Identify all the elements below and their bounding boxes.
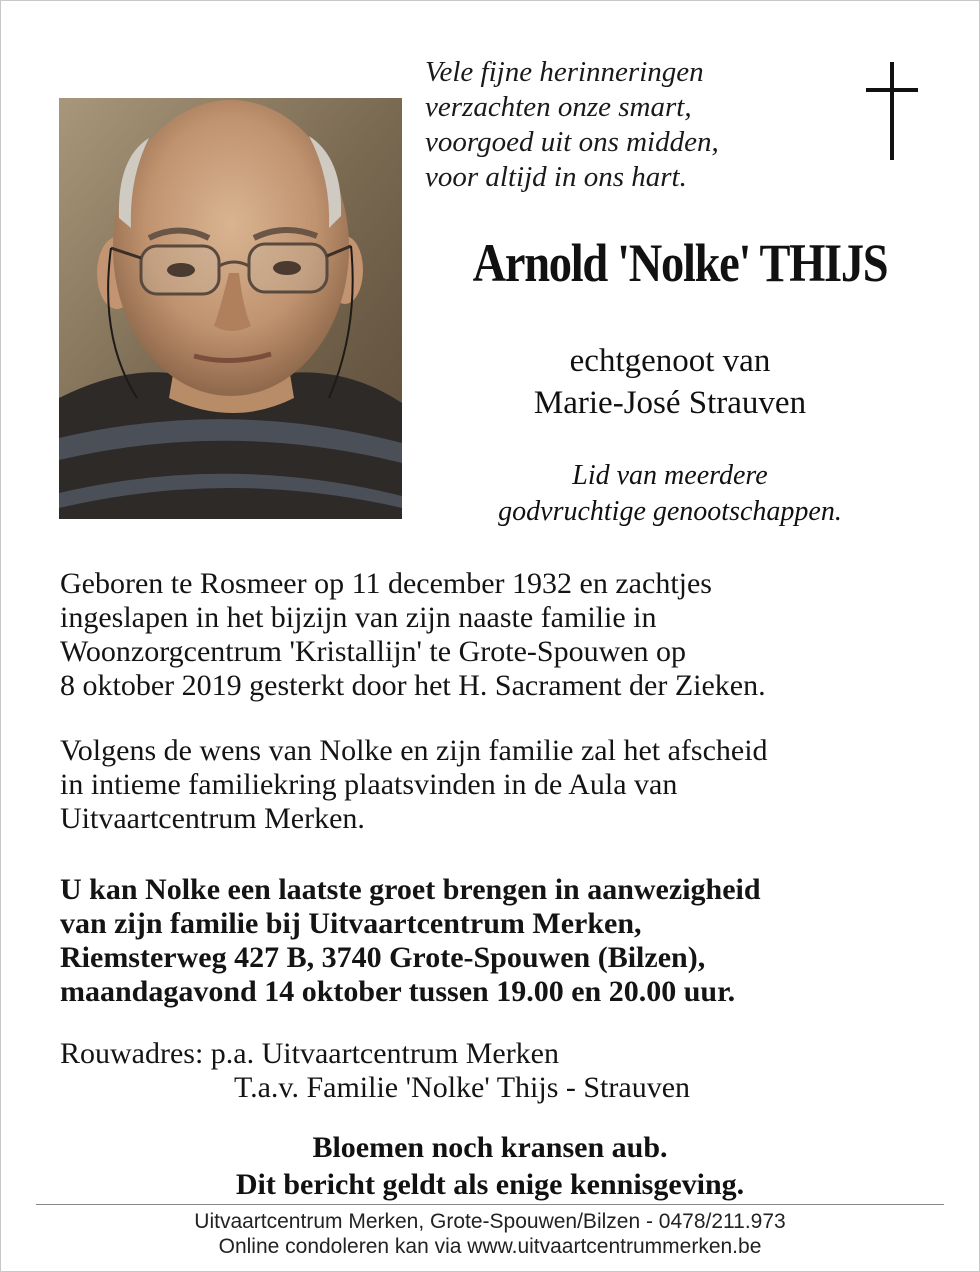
paragraph-line: maandagavond 14 oktober tussen 19.00 en 20.00 uur.: [60, 975, 736, 1008]
address-line: T.a.v. Familie 'Nolke' Thijs - Strauven: [234, 1071, 691, 1104]
footer: [40, 1209, 940, 1259]
cross-icon: [862, 62, 922, 160]
address-line: Rouwadres: p.a. Uitvaartcentrum Merken: [60, 1037, 559, 1070]
portrait-illustration: [59, 98, 402, 519]
paragraph-line: Woonzorgcentrum 'Kristallijn' te Grote-Spouwen op: [60, 635, 687, 668]
paragraph-line: 8 oktober 2019 gesterkt door het H. Sacrament der Zieken.: [60, 669, 766, 702]
mourning-address: [60, 1037, 940, 1105]
paragraph-line: Riemsterweg 427 B, 3740 Grote-Spouwen (Bilzen),: [60, 941, 706, 974]
paragraph-line: van zijn familie bij Uitvaartcentrum Merken,: [60, 907, 642, 940]
spouse-name: Marie-José Strauven: [533, 385, 807, 421]
closing-line: Bloemen noch kransen aub.: [312, 1131, 668, 1164]
paragraph-line: in intieme familiekring plaatsvinden in de Aula van: [60, 768, 678, 801]
paragraph-line: ingeslapen in het bijzijn van zijn naaste familie in: [60, 601, 657, 634]
paragraph-line: Geboren te Rosmeer op 11 december 1932 en zachtjes: [60, 567, 712, 600]
birth-paragraph: [60, 567, 940, 703]
spouse-info: [430, 340, 910, 424]
paragraph-line: U kan Nolke een laatste groet brengen in aanwezigheid: [60, 873, 761, 906]
poem-line: voorgoed uit ons midden,: [425, 126, 719, 158]
portrait-photo: [59, 98, 402, 519]
footer-contact: Uitvaartcentrum Merken, Grote-Spouwen/Bilzen - 0478/211.973: [194, 1210, 786, 1233]
membership-line: godvruchtige genootschappen.: [498, 496, 842, 527]
poem-line: voor altijd in ons hart.: [425, 161, 687, 193]
farewell-paragraph: [60, 734, 940, 836]
footer-divider: [36, 1204, 944, 1205]
closing-line: Dit bericht geldt als enige kennisgeving.: [235, 1168, 745, 1201]
visitation-paragraph: [60, 873, 940, 1009]
paragraph-line: Volgens de wens van Nolke en zijn familie zal het afscheid: [60, 734, 768, 767]
membership-line: Lid van meerdere: [572, 460, 768, 491]
poem-line: verzachten onze smart,: [425, 91, 692, 123]
closing-notice: [40, 1129, 940, 1203]
footer-condolence-link[interactable]: Online condoleren kan via www.uitvaartcentrummerken.be: [218, 1235, 762, 1258]
membership-info: [430, 458, 910, 530]
paragraph-line: Uitvaartcentrum Merken.: [60, 802, 365, 835]
poem-line: Vele fijne herinneringen: [425, 56, 704, 88]
spouse-relation: echtgenoot van: [569, 343, 771, 379]
memorial-poem: [425, 55, 825, 195]
deceased-name: Arnold 'Nolke' THIJS: [472, 233, 888, 293]
